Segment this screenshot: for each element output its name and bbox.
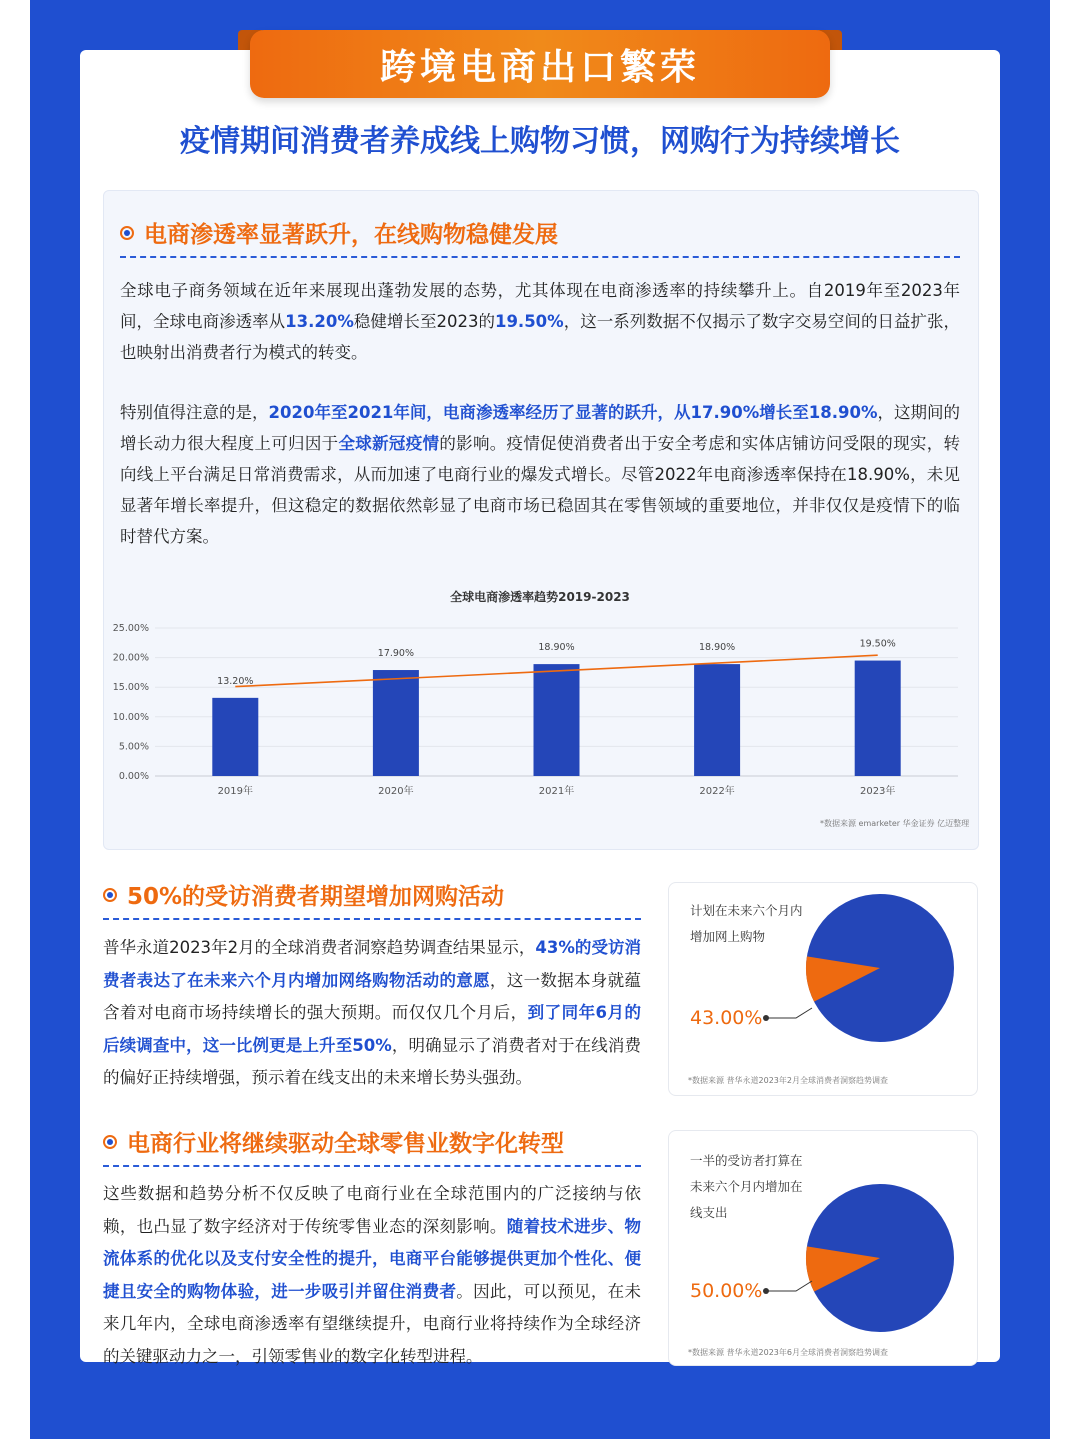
pie1-label-line: 计划在未来六个月内 [690, 903, 803, 918]
pie1-label-line: 增加网上购物 [690, 929, 766, 944]
pie2-label-line: 一半的受访者打算在 [690, 1153, 803, 1168]
target-bullet-icon [103, 888, 117, 902]
dashed-divider [103, 918, 641, 920]
body-text: 。因此，可以预见，在未来几年内，全球电商渗透率有望继续提升，电商行业将持续作为全球经济的关键驱动力之一，引领零售业的数字化转型进程。 [103, 1281, 642, 1366]
section1-title: 电商渗透率显著跃升，在线购物稳健发展 [144, 222, 558, 248]
section2-paragraph [103, 932, 641, 1095]
body-text: 普华永道2023年2月的全球消费者洞察趋势调查结果显示， [103, 938, 536, 957]
section1-paragraph-1 [120, 275, 960, 368]
data-label: 18.90% [698, 642, 736, 654]
section2-heading [103, 878, 504, 911]
section1-paragraph-2 [120, 397, 960, 552]
highlight-text: 2020年至2021年间，电商渗透率经历了显著的跃升，从17.90%增长至18.90% [268, 403, 878, 422]
bar [373, 670, 419, 776]
highlight-text: 43%的受访消费者表达了在未来六个月内增加网络购物活动的意愿 [103, 938, 641, 990]
y-tick-label: 0.00% [118, 771, 149, 782]
highlight-text: 13.20% [285, 312, 354, 331]
bar [855, 661, 901, 776]
data-label: 18.90% [538, 642, 575, 654]
section3-heading [103, 1125, 564, 1158]
body-text: ，明确显示了消费者对于在线消费的偏好正持续增强，预示着在线支出的未来增长势头强劲。 [103, 1035, 642, 1087]
x-tick-label: 2021年 [538, 786, 575, 797]
dashed-divider [120, 256, 960, 258]
y-tick-label: 20.00% [112, 652, 149, 664]
y-tick-label: 15.00% [112, 682, 149, 694]
highlight-text: 随着技术进步、物流体系的优化以及支付安全性的提升，电商平台能够提供更加个性化、便捷且安全的购物体验，进一步吸引并留住消费者 [103, 1216, 642, 1301]
section3-paragraph [103, 1178, 641, 1373]
data-label: 17.90% [377, 648, 415, 660]
bar [694, 664, 740, 776]
pie-chart-feb [800, 880, 960, 1060]
body-text: 这些数据和趋势分析不仅反映了电商行业在全球范围内的广泛接纳与依赖，也凸显了数字经济对于传统零售业态的深刻影响。 [103, 1184, 641, 1236]
title-banner [250, 30, 830, 98]
x-tick-label: 2023年 [859, 786, 896, 797]
x-tick-label: 2020年 [378, 786, 414, 797]
target-bullet-icon [120, 226, 134, 240]
x-tick-label: 2019年 [217, 786, 254, 797]
highlight-text: 全球新冠疫情 [338, 434, 440, 453]
body-text: 稳健增长至2023的 [353, 312, 495, 331]
pie1-value: 43.00% [690, 1007, 763, 1029]
x-tick-label: 2022年 [699, 786, 735, 797]
pie2-value: 50.00% [690, 1280, 763, 1302]
y-tick-label: 5.00% [118, 741, 149, 753]
bar [212, 698, 258, 776]
bar [534, 664, 580, 776]
body-text: ，这一数据本身就蕴含着对电商市场持续增长的强大预期。而仅仅几个月后， [103, 970, 642, 1022]
data-label: 19.50% [859, 638, 896, 650]
dashed-divider [103, 1165, 641, 1167]
data-label: 13.20% [217, 675, 254, 687]
section1-source: *数据来源 emarketer 华金证券 亿迈整理 [820, 819, 970, 828]
body-text: ，这期间的增长动力很大程度上可归因于 [120, 403, 961, 453]
body-text: 全球电子商务领域在近年来展现出蓬勃发展的态势，尤其体现在电商渗透率的持续攀升上。自2019年至2023年间，全球电商渗透率从 [120, 281, 960, 331]
bar-chart [103, 610, 977, 810]
pie1-source: *数据来源 普华永道2023年2月全球消费者洞察趋势调查 [688, 1076, 888, 1085]
pie2-source: *数据来源 普华永道2023年6月全球消费者洞察趋势调查 [688, 1348, 888, 1357]
page-title: 跨境电商出口繁荣 [379, 46, 700, 88]
body-text: 的影响。疫情促使消费者出于安全考虑和实体店铺访问受限的现实，转向线上平台满足日常消费需求，从而加速了电商行业的爆发式增长。尽管2022年电商渗透率保持在18.90%，未见显著年增长率提升，但这稳定的数据依然彰显了电商市场已稳固其在零售领域的重要地位，并非仅仅是疫情下的临时替代方案。 [120, 434, 961, 546]
pie2-label-line: 线支出 [690, 1205, 728, 1220]
section3-title: 电商行业将继续驱动全球零售业数字化转型 [127, 1131, 564, 1157]
y-tick-label: 10.00% [112, 711, 149, 723]
body-text: 特别值得注意的是， [120, 403, 269, 422]
pie1-leader-line [760, 1005, 820, 1025]
section1-heading [120, 216, 558, 249]
highlight-text: 19.50% [494, 312, 564, 331]
body-text: ，这一系列数据不仅揭示了数字交易空间的日益扩张，也映射出消费者行为模式的转变。 [120, 312, 961, 362]
y-tick-label: 25.00% [112, 623, 149, 634]
section2-title: 50%的受访消费者期望增加网购活动 [127, 884, 505, 910]
chart-title: 全球电商渗透率趋势2019-2023 [450, 590, 630, 604]
pie-chart-jun [800, 1150, 960, 1350]
target-bullet-icon [103, 1135, 117, 1149]
pie2-leader-line [760, 1278, 820, 1298]
highlight-text: 到了同年6月的后续调查中，这一比例更是上升至50% [103, 1003, 641, 1055]
pie2-label [690, 1148, 803, 1226]
pie2-label-line: 未来六个月内增加在 [690, 1179, 803, 1194]
pie1-label [690, 898, 803, 950]
page-subtitle: 疫情期间消费者养成线上购物习惯，网购行为持续增长 [180, 124, 900, 159]
